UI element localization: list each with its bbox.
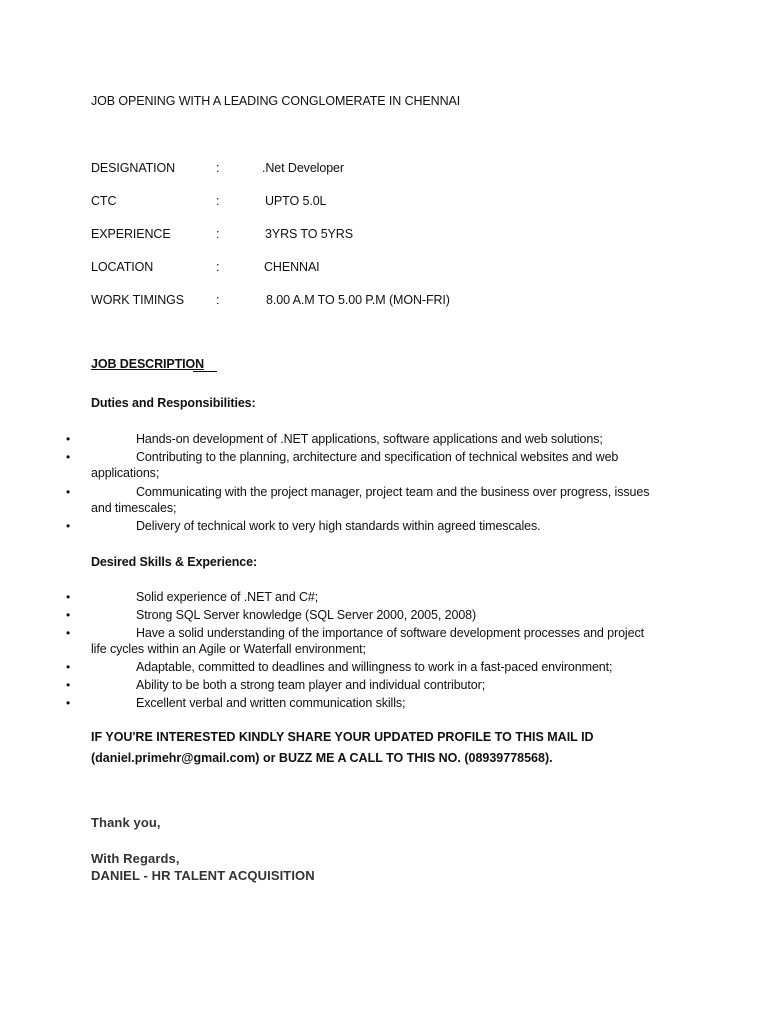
bullet-icon: •: [66, 519, 71, 533]
field-colon: :: [216, 194, 220, 208]
job-description-title: JOB DESCRIPTION: [91, 357, 205, 371]
bullet-icon: •: [66, 590, 71, 604]
field-value: .Net Developer: [262, 161, 344, 175]
bullet-icon: •: [66, 432, 71, 446]
regards-text: With Regards,: [91, 851, 180, 866]
field-colon: :: [216, 227, 220, 241]
field-label: DESIGNATION: [91, 161, 176, 175]
signature-text: DANIEL - HR TALENT ACQUISITION: [91, 868, 315, 883]
field-label: LOCATION: [91, 260, 154, 274]
field-colon: :: [216, 161, 220, 175]
list-item-continuation: life cycles within an Agile or Waterfall environment;: [91, 642, 366, 656]
cta-line-2: (daniel.primehr@gmail.com) or BUZZ ME A CALL TO THIS NO. (08939778568).: [91, 751, 553, 765]
thanks-text: Thank you,: [91, 815, 161, 830]
list-item: Solid experience of .NET and C#;: [136, 590, 319, 604]
bullet-icon: •: [66, 696, 71, 710]
title-underline-extension: [193, 371, 217, 372]
document-heading: JOB OPENING WITH A LEADING CONGLOMERATE IN CHENNAI: [91, 94, 461, 108]
bullet-icon: •: [66, 485, 71, 499]
field-colon: :: [216, 293, 220, 307]
bullet-icon: •: [66, 608, 71, 622]
list-item: Contributing to the planning, architecture and specification of technical websites and web: [136, 450, 619, 464]
list-item: Delivery of technical work to very high standards within agreed timescales.: [136, 519, 541, 533]
list-item: Ability to be both a strong team player and individual contributor;: [136, 678, 486, 692]
list-item-continuation: and timescales;: [91, 501, 177, 515]
list-item: Communicating with the project manager, project team and the business over progress, issues: [136, 485, 650, 499]
field-label: EXPERIENCE: [91, 227, 171, 241]
list-item: Excellent verbal and written communication skills;: [136, 696, 406, 710]
bullet-icon: •: [66, 626, 71, 640]
field-value: CHENNAI: [264, 260, 320, 274]
field-value: 3YRS TO 5YRS: [265, 227, 353, 241]
field-colon: :: [216, 260, 220, 274]
list-item: Hands-on development of .NET applications, software applications and web solutions;: [136, 432, 603, 446]
bullet-icon: •: [66, 678, 71, 692]
list-item: Strong SQL Server knowledge (SQL Server 2000, 2005, 2008): [136, 608, 477, 622]
list-item: Adaptable, committed to deadlines and willingness to work in a fast-paced environment;: [136, 660, 613, 674]
list-item: Have a solid understanding of the importance of software development processes and project: [136, 626, 644, 640]
field-label: WORK TIMINGS: [91, 293, 185, 307]
duties-title: Duties and Responsibilities:: [91, 396, 256, 410]
list-item-continuation: applications;: [91, 466, 160, 480]
field-value: UPTO 5.0L: [265, 194, 327, 208]
cta-line-1: IF YOU'RE INTERESTED KINDLY SHARE YOUR UPDATED PROFILE TO THIS MAIL ID: [91, 730, 594, 744]
bullet-icon: •: [66, 660, 71, 674]
bullet-icon: •: [66, 450, 71, 464]
skills-title: Desired Skills & Experience:: [91, 555, 258, 569]
field-value: 8.00 A.M TO 5.00 P.M (MON-FRI): [266, 293, 450, 307]
field-label: CTC: [91, 194, 117, 208]
